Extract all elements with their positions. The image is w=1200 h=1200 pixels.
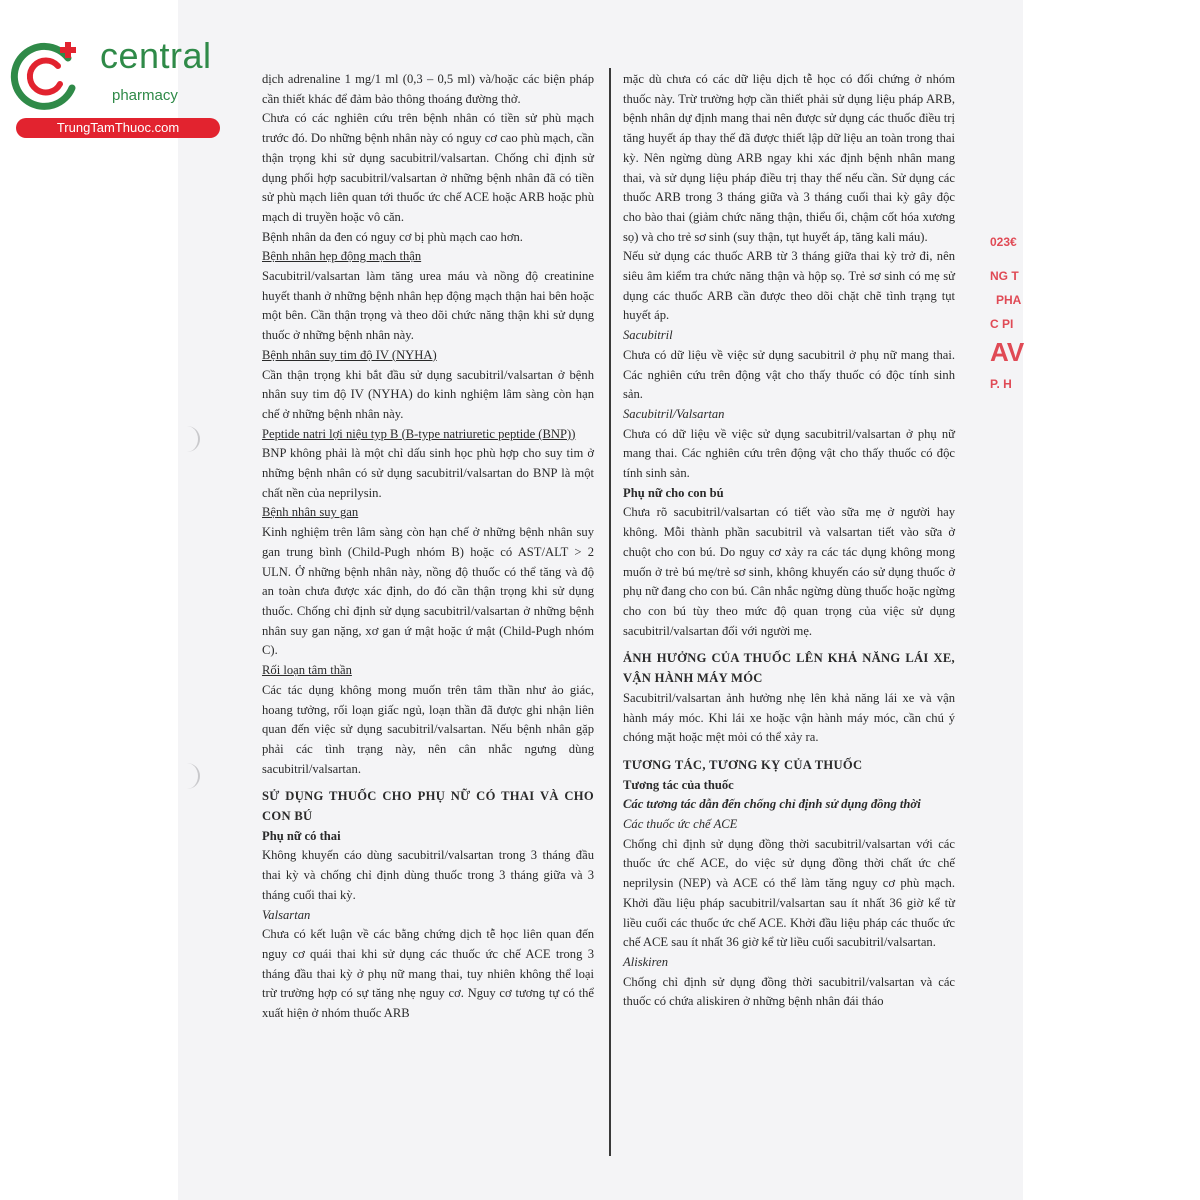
stamp-fragment: P. H bbox=[990, 377, 1012, 391]
paragraph: BNP không phải là một chỉ dấu sinh học phù hợp cho suy tim ở những bệnh nhân có sử dụng sacubitril/valsartan do BNP là một chất nền của neprilysin. bbox=[262, 446, 594, 500]
subheading: Các thuốc ức chế ACE bbox=[623, 817, 738, 832]
paragraph: Sacubitril/valsartan ảnh hưởng nhẹ lên khả năng lái xe và vận hành máy móc. Khi lái xe hoặc vận hành máy móc, cần chú ý chóng mặt hoặc mệt mỏi có thể xảy ra. bbox=[623, 690, 955, 745]
paragraph: Chưa có các nghiên cứu trên bệnh nhân có tiền sử phù mạch trước đó. Do những bệnh nhân này có nguy cơ cao phù mạch, cần thận trọng khi sử dụng sacubitril/valsartan. Chống chỉ định sử dụng phối hợp sacubitril/valsartan ở những bệnh nhân đã có tiền sử phù mạch liên quan tới thuốc ức chế ACE hoặc ARB hoặc phù mạch di truyền hoặc vô căn. bbox=[262, 111, 594, 224]
subheading: Bệnh nhân hẹp động mạch thận bbox=[262, 249, 422, 264]
paragraph: Chưa có dữ liệu về việc sử dụng sacubitril/valsartan ở phụ nữ mang thai. Các nghiên cứu trên động vật cho thấy thuốc có độc tính sinh sản. bbox=[623, 426, 955, 481]
paragraph: Chống chỉ định sử dụng đồng thời sacubitril/valsartan với các thuốc ức chế ACE, do việc sử dụng đồng thời chất ức chế neprilysin (NEP) và ACE có thể làm tăng nguy cơ phù mạch. Khởi đầu liệu pháp sacubitril/valsartan sau ít nhất 36 giờ kể từ liều cuối các thuốc ức chế ACE. Khởi đầu liệu pháp các thuốc ức chế ACE sau ít nhất 36 giờ kể từ liều cuối sacubitril/valsartan. bbox=[623, 836, 955, 950]
section-heading: SỬ DỤNG THUỐC CHO PHỤ NỮ CÓ THAI VÀ CHO CON BÚ bbox=[262, 789, 594, 824]
stamp-fragment: NG T bbox=[990, 269, 1019, 283]
paragraph: Nếu sử dụng các thuốc ARB từ 3 tháng giữa thai kỳ trở đi, nên siêu âm kiểm tra chức năng thận và hộp sọ. Trẻ sơ sinh có mẹ sử dụng các thuốc ARB cần được theo dõi chặt chẽ tình trạng tụt huyết áp. bbox=[623, 249, 955, 323]
subheading: Bệnh nhân suy tim độ IV (NYHA) bbox=[262, 347, 437, 362]
left-text-column bbox=[262, 70, 594, 1024]
subheading: Sacubitril bbox=[623, 328, 673, 343]
logo-subtitle: pharmacy bbox=[112, 87, 178, 104]
section-heading: TƯƠNG TÁC, TƯƠNG KỴ CỦA THUỐC bbox=[623, 757, 863, 772]
column-divider bbox=[609, 68, 611, 1156]
paragraph: Cần thận trọng khi bắt đầu sử dụng sacubitril/valsartan ở bệnh nhân suy tim độ IV (NYHA) do kinh nghiệm lâm sàng còn hạn chế ở những bệnh nhân này. bbox=[262, 367, 594, 421]
paragraph: Chưa rõ sacubitril/valsartan có tiết vào sữa mẹ ở người hay không. Mỗi thành phần sacubitril và valsartan tiết vào sữa ở chuột cho con bú. Do nguy cơ xảy ra các tác dụng không mong muốn ở trẻ bú mẹ/trẻ sơ sinh, không khuyến cáo sử dụng thuốc ở phụ nữ đang cho con bú. Cân nhắc ngừng dùng thuốc hoặc ngừng cho con bú tùy theo mức độ quan trọng của việc sử dụng sacubitril/valsartan đối với người mẹ. bbox=[623, 505, 955, 638]
subheading: Rối loạn tâm thần bbox=[262, 663, 352, 678]
right-text-column bbox=[623, 70, 955, 1012]
stamp-fragment: C PI bbox=[990, 317, 1014, 331]
subheading: Phụ nữ có thai bbox=[262, 828, 341, 843]
paragraph: Chưa có dữ liệu về việc sử dụng sacubitril ở phụ nữ mang thai. Các nghiên cứu trên động vật cho thấy thuốc có độc tính sinh sản. bbox=[623, 347, 955, 402]
paragraph: Kinh nghiệm trên lâm sàng còn hạn chế ở những bệnh nhân suy gan trung bình (Child-Pugh nhóm B) hoặc có AST/ALT > 2 ULN. Ở những bệnh nhân này, nồng độ thuốc có thể tăng và độ an toàn chưa được xác định, do đó cần thận trọng khi sử dụng thuốc. Chống chỉ định sử dụng sacubitril/valsartan ở những bệnh nhân suy gan nặng, xơ gan ứ mật hoặc ứ mật (Child-Pugh nhóm C). bbox=[262, 525, 594, 658]
stamp-fragment: 023€ bbox=[990, 235, 1017, 249]
paragraph: Các tác dụng không mong muốn trên tâm thần như ảo giác, hoang tưởng, rối loạn giấc ngủ, loạn thần đã được ghi nhận liên quan đến việc sử dụng sacubitril/valsartan. Nếu bệnh nhân gặp phải các tình trạng này, nên cân nhắc ngưng dùng sacubitril/valsartan. bbox=[262, 682, 594, 776]
subheading: Valsartan bbox=[262, 907, 311, 922]
paragraph: mặc dù chưa có các dữ liệu dịch tễ học có đối chứng ở nhóm thuốc này. Trừ trường hợp cần thiết phải sử dụng liệu pháp ARB, bệnh nhân dự định mang thai nên được sử dụng các thuốc điều trị tăng huyết áp thay thế đã được thiết lập dữ liệu an toàn trong thai kỳ. Nên ngừng dùng ARB ngay khi xác định bệnh nhân mang thai, và sử dụng liệu pháp điều trị thay thế nếu cần. Sử dụng các thuốc ARB trong 3 tháng giữa và 3 tháng cuối thai kỳ gây độc cho bào thai (giảm chức năng thận, thiểu ối, chậm cốt hóa xương sọ) và cho trẻ sơ sinh (suy thận, tụt huyết áp, tăng kali máu). bbox=[623, 72, 955, 244]
paragraph: Chống chỉ định sử dụng đồng thời sacubitril/valsartan và các thuốc có chứa aliskiren ở những bệnh nhân đái tháo bbox=[623, 974, 955, 1009]
subheading: Phụ nữ cho con bú bbox=[623, 485, 724, 500]
central-pharmacy-logo[interactable] bbox=[10, 36, 220, 136]
subheading: Sacubitril/Valsartan bbox=[623, 406, 725, 421]
pharmacy-cross-icon bbox=[10, 36, 90, 116]
section-heading: ẢNH HƯỞNG CỦA THUỐC LÊN KHẢ NĂNG LÁI XE, VẬN HÀNH MÁY MÓC bbox=[623, 651, 955, 686]
paragraph: Chưa có kết luận về các bằng chứng dịch tễ học liên quan đến nguy cơ quái thai khi sử dụng các thuốc ức chế ACE trong 3 tháng đầu thai kỳ ở phụ nữ mang thai, tuy nhiên không thể loại trừ trường hợp có sự tăng nhẹ nguy cơ. Nguy cơ tương tự có thể xuất hiện ở nhóm thuốc ARB bbox=[262, 927, 594, 1021]
paragraph: dịch adrenaline 1 mg/1 ml (0,3 – 0,5 ml) và/hoặc các biện pháp cần thiết khác để đảm bảo thông thoáng đường thở. bbox=[262, 72, 594, 106]
subheading: Tương tác của thuốc bbox=[623, 777, 734, 792]
red-stamp bbox=[990, 235, 1030, 405]
paragraph: Bệnh nhân da đen có nguy cơ bị phù mạch cao hơn. bbox=[262, 229, 523, 244]
paragraph: Không khuyến cáo dùng sacubitril/valsartan trong 3 tháng đầu thai kỳ và chống chỉ định dùng thuốc trong 3 tháng giữa và 3 tháng cuối thai kỳ. bbox=[262, 848, 594, 902]
stamp-fragment: AV bbox=[990, 337, 1025, 367]
logo-url-badge[interactable]: TrungTamThuoc.com bbox=[16, 118, 220, 138]
stamp-fragment: PHA bbox=[996, 293, 1022, 307]
subheading: Aliskiren bbox=[623, 954, 669, 969]
subheading: Các tương tác dẫn đến chống chỉ định sử dụng đồng thời bbox=[623, 797, 921, 812]
subheading: Bệnh nhân suy gan bbox=[262, 505, 359, 520]
logo-wordmark: central bbox=[100, 35, 212, 76]
paragraph: Sacubitril/valsartan làm tăng urea máu và nồng độ creatinine huyết thanh ở những bệnh nhân hẹp động mạch thận hai bên hoặc một bên. Cần thận trọng và theo dõi chức năng thận khi sử dụng thuốc ở những bệnh nhân này. bbox=[262, 269, 594, 343]
subheading: Peptide natri lợi niệu typ B (B-type natriuretic peptide (BNP)) bbox=[262, 426, 576, 441]
